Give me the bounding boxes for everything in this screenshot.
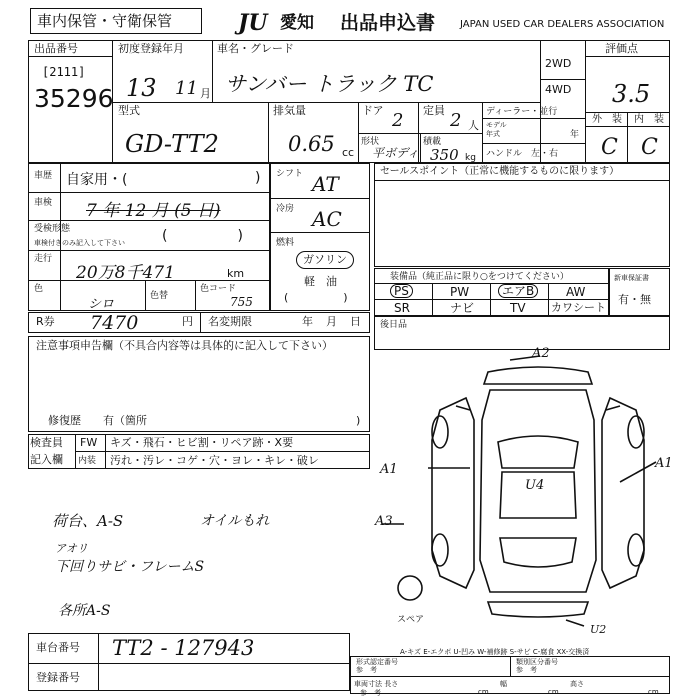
doors-value: 2 (392, 110, 404, 131)
chassis-label: 車台番号 (36, 641, 80, 654)
damage-legend: A-キズ E-エクボ U-凹み W-補修跡 S-サビ C-腐食 XX-交換済 (400, 648, 590, 656)
note-line3: 各所A-S (58, 603, 111, 619)
sales-box (374, 163, 670, 267)
yen-unit: 円 (182, 315, 193, 328)
int-value: C (641, 135, 658, 160)
drive-4wd: 4WD (545, 83, 572, 96)
equip-label: 装備品（純正品に限り○をつけてください） (390, 272, 569, 282)
notes-label: 注意事項申告欄（不具合内容等は具体的に記入して下さい） (36, 339, 333, 352)
fuel-label: 燃料 (276, 238, 295, 248)
inspect-label: 車検 (34, 198, 53, 208)
year-unit: 年 (570, 130, 580, 140)
after-box (374, 316, 670, 350)
mark-left2: A3 (375, 514, 393, 529)
handle-label: ハンドル 左・右 (486, 149, 559, 159)
chassis-value: TT2 - 127943 (112, 636, 255, 660)
note-line2a: アオリ (55, 542, 88, 555)
dealer-label: ディーラー・並行 (486, 107, 558, 117)
reg-number-label: 登録番号 (36, 671, 80, 684)
mark-bottom: U2 (590, 623, 607, 636)
disp-unit: cc (342, 146, 355, 159)
color-value: シロ (88, 297, 115, 312)
equip-aw: AW (566, 285, 586, 299)
fuel-gas: ガソリン (296, 251, 354, 269)
lot-label: 出品番号 (34, 42, 78, 55)
seats-value: 2 (450, 110, 462, 131)
width-label: 幅 (500, 680, 507, 688)
mark-left: A1 (380, 462, 398, 477)
usage-close: ) (255, 170, 261, 186)
usage-value: 自家用・( (66, 172, 128, 188)
day-u: 日 (350, 315, 361, 328)
receive-bracket: ( ) (162, 228, 243, 244)
sales-label: セールスポイント（正常に機能するものに限ります） (380, 166, 620, 177)
cm-1: cm (478, 688, 489, 696)
mileage-label: 走行 (34, 254, 53, 264)
warranty-label: 新車保証書 (614, 274, 649, 282)
drive-2wd: 2WD (545, 57, 572, 70)
inspector-row2: 汚れ・汚レ・コゲ・穴・ヨレ・キレ・破レ (110, 454, 319, 467)
inspector-fw: FW (80, 436, 98, 449)
model-year-label: モデル 年式 (486, 121, 507, 138)
equip-sr: SR (394, 301, 410, 315)
lot-prefix: [2111] (42, 65, 86, 79)
spare-label: スペア (397, 615, 425, 625)
score-label: 評価点 (605, 42, 638, 55)
inspector-label2: 記入欄 (30, 453, 63, 466)
color-label: 色 (34, 284, 44, 294)
color-code-label: 色コード (200, 284, 237, 294)
cert-label: 形式認定番号 参 考 (356, 658, 398, 674)
int-label: 内 装 (634, 114, 664, 125)
name-value: サンバー トラック TC (225, 72, 434, 96)
reg-label: 初度登録年月 (118, 42, 184, 55)
car-diagram (370, 350, 670, 640)
note-line1: 荷台、A-S (52, 512, 124, 530)
mileage-value: 20万8千471 (76, 263, 175, 283)
warranty-value: 有・無 (618, 293, 651, 306)
recycle-label: R券 (36, 315, 55, 328)
seats-label: 定員 (423, 104, 445, 117)
seats-unit: 人 (468, 119, 479, 132)
mark-right: A1 (655, 456, 673, 471)
reg-year: 13 (126, 74, 157, 102)
height-label: 高さ (570, 680, 584, 688)
name-label: 車名・グレード (217, 42, 294, 55)
class-label: 類別区分番号 参 考 (516, 658, 558, 674)
equip-pw: PW (450, 285, 470, 299)
disp-value: 0.65 (288, 132, 335, 156)
region-label: 愛知 (280, 13, 314, 33)
inspector-row1: キズ・飛石・ヒビ割・リペア跡・X要 (110, 436, 294, 449)
shape-value: 平ボディ (372, 146, 420, 160)
repair-close: ) (356, 414, 361, 427)
name-change-label: 名変期限 (208, 315, 252, 328)
shape-label: 形状 (361, 137, 380, 147)
fuel-diesel: 軽 油 (304, 275, 337, 288)
inspect-value: 7 年 12 月 (5 日) (86, 201, 221, 221)
equip-airbag: エアB (498, 284, 538, 298)
note-line2b: 下回りサビ・フレームS (55, 559, 205, 575)
note-line1b: オイルもれ (200, 513, 270, 529)
equip-tv: TV (510, 301, 526, 315)
inspector-label1: 検査員 (30, 436, 63, 449)
year-u: 年 (302, 315, 313, 328)
repair-label: 修復歴 有（箇所 (48, 414, 147, 427)
ju-logo (238, 10, 280, 34)
shift-value: AT (312, 172, 339, 196)
ext-label: 外 装 (592, 114, 622, 125)
doors-label: ドア (362, 104, 384, 117)
ext-value: C (601, 135, 618, 160)
month-unit: 月 (200, 87, 211, 100)
recycle-value: 7470 (90, 312, 139, 334)
load-value: 350 (430, 146, 459, 164)
disp-label: 排気量 (273, 104, 306, 117)
ref-label: 参 考 (360, 689, 381, 697)
association-name: JAPAN USED CAR DEALERS ASSOCIATION (460, 19, 665, 30)
receive-label: 受検形態 (34, 224, 71, 234)
month-u: 月 (326, 315, 337, 328)
len-label: 車両寸法 長さ (354, 680, 399, 688)
usage-label: 車歴 (34, 171, 53, 181)
cm-3: cm (648, 688, 659, 696)
receive-sub: 車検付きのみ記入して下さい (34, 239, 125, 247)
color-no-label: 色替 (150, 291, 169, 301)
load-unit: kg (465, 153, 476, 163)
equip-ps: PS (390, 284, 413, 298)
mileage-unit: km (227, 267, 245, 280)
storage-label: 車内保管・守衛保管 (37, 12, 173, 30)
equip-leather: カワシート (551, 301, 606, 314)
ac-value: AC (312, 207, 342, 231)
lot-number: 35296 (34, 84, 114, 113)
after-label: 後日品 (380, 320, 408, 330)
mark-top: A2 (532, 346, 550, 361)
ac-label: 冷房 (276, 204, 295, 214)
model-value: GD-TT2 (125, 130, 219, 158)
mark-center: U4 (525, 478, 545, 493)
model-label: 型式 (118, 104, 140, 117)
equip-navi: ナビ (450, 301, 475, 315)
score-value: 3.5 (612, 80, 651, 108)
inspector-naiso: 内装 (78, 456, 97, 466)
shift-label: シフト (276, 169, 304, 179)
fuel-bracket: ( ) (284, 291, 348, 304)
form-title: 出品申込書 (340, 12, 436, 34)
color-code-value: 755 (230, 295, 253, 309)
cm-2: cm (548, 688, 559, 696)
load-label: 積載 (423, 137, 442, 147)
reg-month: 11 (175, 78, 198, 99)
logo-text: JU (238, 10, 268, 36)
recycle-row (28, 312, 370, 333)
